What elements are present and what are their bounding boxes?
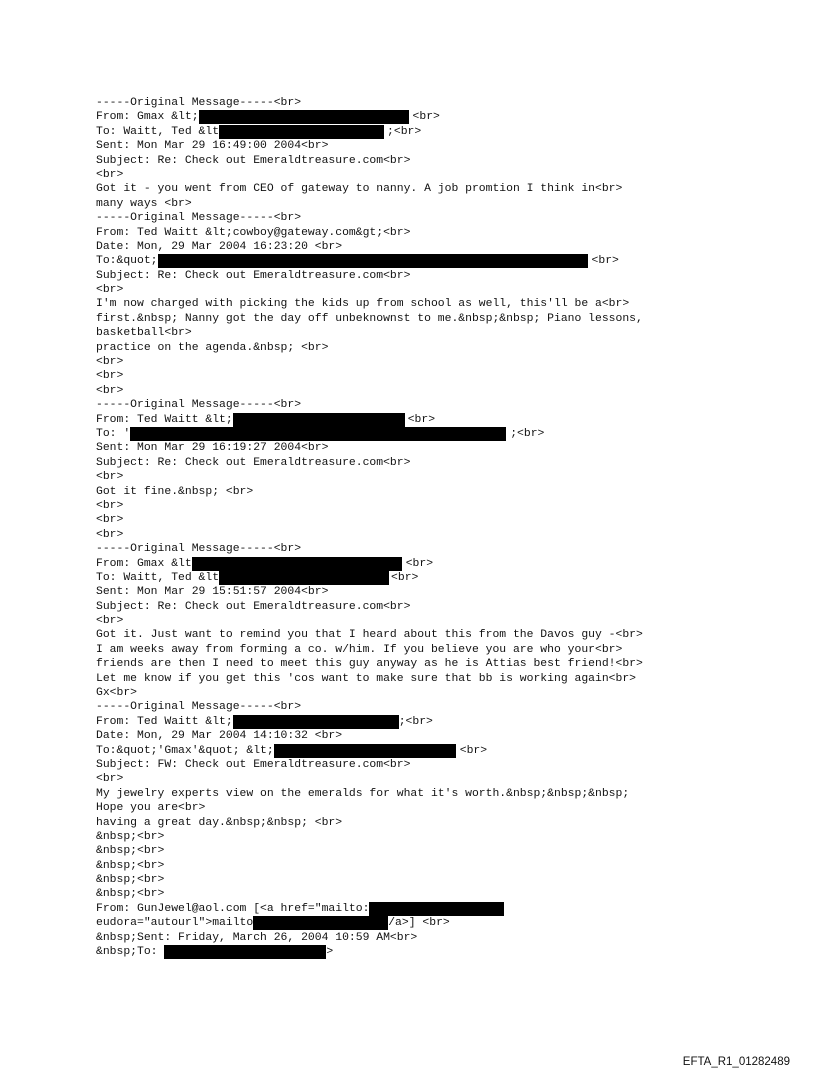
line-text: Sent: Mon Mar 29 15:51:57 2004<br>	[96, 586, 329, 599]
redaction-bar	[158, 254, 588, 268]
line-text: Got it - you went from CEO of gateway to nanny. A job promtion I think in<br>	[96, 183, 623, 196]
line-text: To: Waitt, Ted &lt	[96, 571, 220, 584]
text-line	[96, 844, 643, 858]
text-line	[96, 312, 643, 326]
line-text: From: Ted Waitt &lt;cowboy@gateway.com&gt;<br>	[96, 226, 411, 239]
line-text-after: <br>	[405, 557, 434, 570]
line-text: -----Original Message-----<br>	[96, 701, 302, 714]
line-text: <br>	[96, 528, 124, 541]
text-line	[96, 686, 643, 700]
line-text: Gx<br>	[96, 687, 138, 700]
text-line	[96, 384, 643, 398]
line-text: -----Original Message-----<br>	[96, 97, 302, 109]
text-line	[96, 672, 643, 686]
text-line	[96, 945, 643, 959]
line-text: From: GunJewel@aol.com [<a href="mailto:	[96, 902, 370, 915]
line-text: &nbsp;<br>	[96, 859, 165, 872]
text-line	[96, 211, 643, 225]
text-line	[96, 398, 643, 412]
line-text: I am weeks away from forming a co. w/him. If you believe you are who your<br>	[96, 643, 623, 656]
text-line	[96, 110, 643, 124]
text-line	[96, 902, 643, 916]
text-line	[96, 643, 643, 657]
text-line	[96, 297, 643, 311]
line-text: &nbsp;<br>	[96, 845, 165, 858]
line-text: -----Original Message-----<br>	[96, 399, 302, 412]
text-line	[96, 729, 643, 743]
line-text: From: Ted Waitt &lt;	[96, 715, 233, 728]
line-text-after: /a>] <br>	[388, 917, 450, 930]
line-text-after: <br>	[459, 744, 488, 757]
redaction-bar	[199, 110, 409, 124]
text-line	[96, 715, 643, 729]
text-line	[96, 168, 643, 182]
text-line	[96, 758, 643, 772]
line-text: Date: Mon, 29 Mar 2004 16:23:20 <br>	[96, 240, 343, 253]
line-text-after: ;<br>	[510, 427, 545, 440]
text-line	[96, 787, 643, 801]
text-line	[96, 125, 643, 139]
text-line	[96, 614, 643, 628]
line-text: &nbsp;<br>	[96, 830, 165, 843]
line-text: To:&quot;	[96, 255, 158, 268]
line-text: &nbsp;Sent: Friday, March 26, 2004 10:59 AM<br>	[96, 931, 418, 944]
text-line	[96, 269, 643, 283]
line-text-after: <br>	[412, 111, 440, 124]
line-text: Subject: Re: Check out Emeraldtreasure.com<br>	[96, 456, 411, 469]
line-text: <br>	[96, 370, 124, 383]
line-text-after: <br>	[407, 413, 436, 426]
line-text-after: >	[326, 946, 334, 959]
line-text: Hope you are<br>	[96, 802, 206, 815]
line-text: <br>	[96, 356, 124, 369]
line-text: I'm now charged with picking the kids up from school as well, this'll be a<br>	[96, 298, 630, 311]
text-line	[96, 182, 643, 196]
text-line	[96, 600, 643, 614]
text-line	[96, 859, 643, 873]
line-text: To:&quot;'Gmax'&quot; &lt;	[96, 744, 274, 757]
line-text: Sent: Mon Mar 29 16:19:27 2004<br>	[96, 442, 329, 455]
text-line	[96, 197, 643, 211]
line-text: <br>	[96, 384, 124, 397]
line-text: From: Gmax &lt;	[96, 111, 199, 124]
line-text: Date: Mon, 29 Mar 2004 14:10:32 <br>	[96, 730, 343, 743]
text-line	[96, 772, 643, 786]
text-line	[96, 240, 643, 254]
line-text: &nbsp;To:	[96, 946, 165, 959]
document-id-footer: EFTA_R1_01282489	[682, 1056, 790, 1068]
line-text: My jewelry experts view on the emeralds for what it's worth.&nbsp;&nbsp;&nbsp;	[96, 787, 630, 800]
line-text: having a great day.&nbsp;&nbsp; <br>	[96, 816, 343, 829]
text-line	[96, 873, 643, 887]
text-line	[96, 700, 643, 714]
redaction-bar	[233, 413, 405, 427]
line-text: &nbsp;<br>	[96, 874, 165, 887]
line-text: <br>	[96, 499, 124, 512]
line-text: Let me know if you get this 'cos want to make sure that bb is working again<br>	[96, 672, 637, 685]
redaction-bar	[274, 744, 456, 758]
redaction-bar	[253, 916, 388, 930]
text-line	[96, 513, 643, 527]
line-text: <br>	[96, 168, 124, 181]
text-line	[96, 557, 643, 571]
line-text: Sent: Mon Mar 29 16:49:00 2004<br>	[96, 140, 329, 153]
text-line	[96, 427, 643, 441]
text-line	[96, 470, 643, 484]
text-line	[96, 499, 643, 513]
text-line	[96, 628, 643, 642]
line-text-after: <br>	[391, 571, 419, 584]
line-text: -----Original Message-----<br>	[96, 543, 302, 556]
text-line	[96, 801, 643, 815]
line-text-after: <br>	[591, 255, 619, 268]
text-line	[96, 96, 643, 110]
email-thread-body	[96, 96, 643, 959]
line-text-after: ;<br>	[387, 125, 422, 138]
line-text: many ways <br>	[96, 197, 192, 210]
line-text: eudora="autourl">mailto	[96, 917, 254, 930]
redaction-bar	[130, 427, 506, 441]
line-text: Subject: Re: Check out Emeraldtreasure.com<br>	[96, 154, 411, 167]
line-text: &nbsp;<br>	[96, 888, 165, 901]
text-line	[96, 341, 643, 355]
line-text-after: ;<br>	[398, 715, 433, 728]
line-text: Got it. Just want to remind you that I heard about this from the Davos guy -<br>	[96, 629, 643, 642]
text-line	[96, 571, 643, 585]
redaction-bar	[369, 902, 504, 916]
text-line	[96, 485, 643, 499]
line-text: From: Ted Waitt &lt;	[96, 413, 233, 426]
line-text: To: Waitt, Ted &lt	[96, 125, 220, 138]
text-line	[96, 355, 643, 369]
text-line	[96, 916, 643, 930]
line-text: practice on the agenda.&nbsp; <br>	[96, 341, 329, 354]
line-text: Subject: Re: Check out Emeraldtreasure.com<br>	[96, 269, 411, 282]
text-line	[96, 528, 643, 542]
line-text: <br>	[96, 284, 124, 297]
text-line	[96, 657, 643, 671]
line-text: Got it fine.&nbsp; <br>	[96, 485, 254, 498]
text-line	[96, 816, 643, 830]
line-text: basketball<br>	[96, 327, 192, 340]
line-text: Subject: FW: Check out Emeraldtreasure.com<br>	[96, 758, 411, 771]
text-line	[96, 369, 643, 383]
text-line	[96, 154, 643, 168]
line-text: first.&nbsp; Nanny got the day off unbeknownst to me.&nbsp;&nbsp; Piano lessons,	[96, 312, 643, 325]
line-text: <br>	[96, 773, 124, 786]
text-line	[96, 744, 643, 758]
line-text: Subject: Re: Check out Emeraldtreasure.com<br>	[96, 600, 411, 613]
line-text: <br>	[96, 514, 124, 527]
text-line	[96, 139, 643, 153]
text-line	[96, 413, 643, 427]
text-line	[96, 887, 643, 901]
text-line	[96, 542, 643, 556]
line-text: -----Original Message-----<br>	[96, 212, 302, 225]
text-line	[96, 931, 643, 945]
line-text: From: Gmax &lt	[96, 557, 192, 570]
line-text: <br>	[96, 615, 124, 628]
line-text: friends are then I need to meet this guy anyway as he is Attias best friend!<br>	[96, 658, 643, 671]
text-line	[96, 585, 643, 599]
line-text: <br>	[96, 471, 124, 484]
text-line	[96, 283, 643, 297]
text-line	[96, 830, 643, 844]
text-line	[96, 326, 643, 340]
line-text: To: '	[96, 427, 131, 440]
text-line	[96, 456, 643, 470]
redaction-bar	[219, 125, 384, 139]
redaction-bar	[219, 571, 389, 585]
text-line	[96, 441, 643, 455]
text-line	[96, 226, 643, 240]
redaction-bar	[233, 715, 399, 729]
redaction-bar	[192, 557, 402, 571]
redaction-bar	[164, 945, 326, 959]
text-line	[96, 254, 643, 268]
